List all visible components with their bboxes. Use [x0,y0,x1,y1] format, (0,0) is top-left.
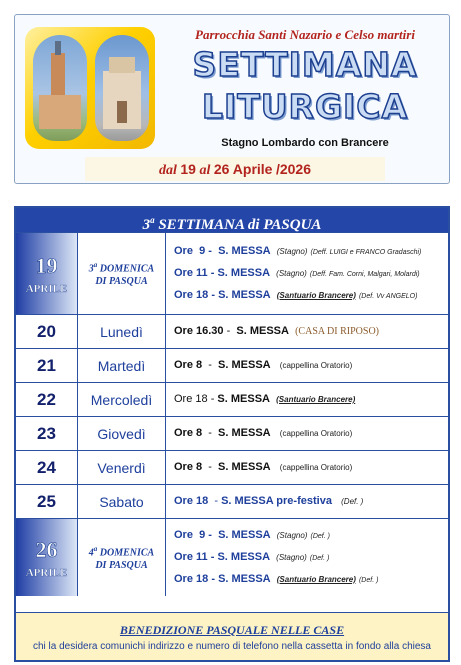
mass-list [166,315,448,348]
mass-line: Ore 16.30 - S. MESSA (CASA DI RIPOSO) [174,325,379,337]
schedule-row [16,382,448,416]
day-cell: 19 APRILE [16,233,78,314]
mass-line: Ore 18 - S. MESSA (Santuario Brancere) [174,393,356,405]
mass-line: Ore 11 - S. MESSA (Stagno) (Def. ) [174,550,330,563]
mass-list [166,485,448,518]
mass-line: Ore 18 - S. MESSA (Santuario Brancere) (Def. Vv ANGELO) [174,288,418,301]
footer-title: BENEDIZIONE PASQUALE NELLE CASE [119,623,345,637]
mass-line: Ore 11 - S. MESSA (Stagno) (Deff. Fam. Corni, Malgari, Molardi) [174,266,420,279]
mass-list [166,233,448,314]
mass-line: Ore 18 - S. MESSA (Santuario Brancere) (Def. ) [174,572,379,585]
mass-list [166,383,448,416]
date-range: dal 19 al 26 Aprile /2026 [85,157,385,181]
day-name: Sabato [78,485,166,518]
title-line-2: LITURGICA [201,87,409,126]
day-number: 20 [16,315,78,348]
schedule-row [16,518,448,596]
day-name: Lunedì [78,315,166,348]
mass-line: Ore 8 - S. MESSA (cappellina Oratorio) [174,427,353,439]
mass-list [166,451,448,484]
schedule-row [16,484,448,518]
location: Stagno Lombardo con Brancere [221,137,389,149]
header [14,14,450,184]
schedule-table [14,206,450,662]
day-name: Martedì [78,349,166,382]
footer-notice [16,612,448,660]
day-number: 21 [16,349,78,382]
mass-list [166,349,448,382]
footer-text: chi la desidera comunichi indirizzo e numero di telefono nella cassetta in fondo alla chiesa [32,641,431,652]
mass-line: Ore 9 - S. MESSA (Stagno) (Def. ) [174,528,330,541]
schedule-row [16,232,448,314]
church-photo-left [33,35,87,141]
mass-line: Ore 8 - S. MESSA (cappellina Oratorio) [174,359,353,371]
church-photos [25,27,155,149]
day-name: Venerdì [78,451,166,484]
title-line-1: SETTIMANA [192,45,418,84]
schedule-row [16,450,448,484]
church-photo-right [95,35,149,141]
day-name: Giovedì [78,417,166,450]
mass-line: Ore 18 - S. MESSA pre-festiva (Def. ) [174,495,364,507]
mass-list [166,417,448,450]
day-name: 4$^a$ DOMENICA DI PASQUA [78,519,166,596]
day-name: Mercoledì [78,383,166,416]
day-number: 25 [16,485,78,518]
day-cell: 26 APRILE [16,519,78,596]
day-number: 23 [16,417,78,450]
parish-name: Parrocchia Santi Nazario e Celso martiri [195,27,415,42]
schedule-row [16,416,448,450]
day-name: 3$^a$ DOMENICA DI PASQUA [78,233,166,314]
schedule-row [16,314,448,348]
day-number: 22 [16,383,78,416]
day-number: 24 [16,451,78,484]
schedule-row [16,348,448,382]
mass-list [166,519,448,596]
mass-line: Ore 9 - S. MESSA (Stagno) (Deff. LUIGI e FRANCO Gradaschi) [174,244,422,257]
mass-line: Ore 8 - S. MESSA (cappellina Oratorio) [174,461,353,473]
week-title: 3$^a$ SETTIMANA di PASQUA [16,208,448,232]
